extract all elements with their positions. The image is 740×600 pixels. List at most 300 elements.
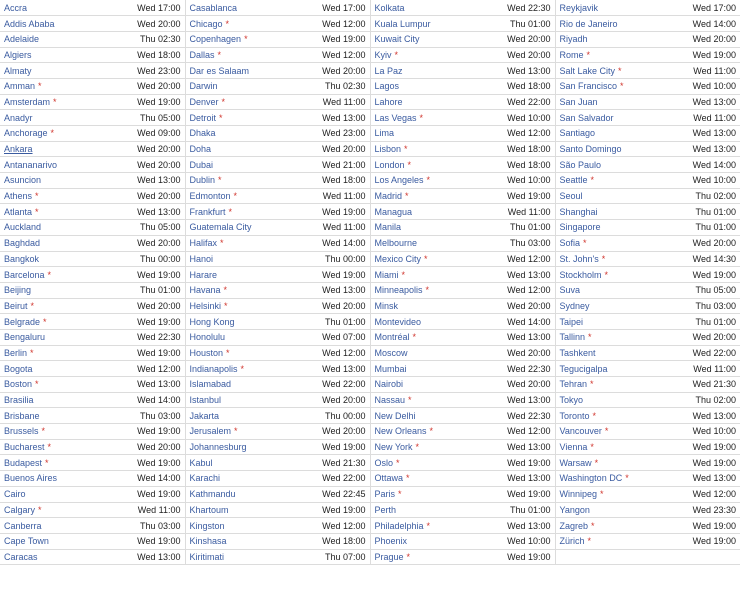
- city-link-ottawa[interactable]: Ottawa: [374, 473, 404, 484]
- time-value: Wed 14:00: [507, 316, 551, 327]
- time-value: Wed 20:00: [322, 144, 366, 155]
- local-time: [671, 235, 740, 251]
- city-link-las-vegas[interactable]: Las Vegas: [374, 112, 417, 123]
- city-link-calgary[interactable]: Calgary: [4, 504, 36, 515]
- time-value: Wed 10:00: [507, 175, 551, 186]
- dst-marker: *: [53, 96, 57, 107]
- city-cell: [555, 188, 671, 204]
- dst-marker: *: [604, 269, 609, 280]
- local-time: [486, 157, 555, 173]
- local-time: [486, 0, 555, 16]
- time-value: Wed 18:00: [137, 49, 181, 60]
- city-link-kiritimati[interactable]: Kiritimati: [189, 551, 225, 562]
- table-row: [0, 141, 740, 157]
- city-link-mumbai[interactable]: Mumbai: [374, 363, 407, 374]
- time-value: Wed 21:30: [692, 379, 736, 390]
- city-cell: [555, 63, 671, 79]
- local-time: [486, 408, 555, 424]
- dst-marker: *: [228, 206, 233, 217]
- city-link-moscow[interactable]: Moscow: [374, 347, 408, 358]
- time-value: Wed 19:00: [692, 520, 736, 531]
- city-link-suva[interactable]: Suva: [559, 285, 581, 296]
- local-time: [486, 314, 555, 330]
- local-time: [301, 439, 370, 455]
- city-link-madrid[interactable]: Madrid: [374, 191, 403, 202]
- local-time: [116, 471, 185, 487]
- city-link-harare[interactable]: Harare: [189, 269, 218, 280]
- city-link-beirut[interactable]: Beirut: [4, 300, 28, 311]
- dst-marker: *: [424, 253, 428, 264]
- city-link-tokyo[interactable]: Tokyo: [559, 395, 584, 406]
- city-link-darwin[interactable]: Darwin: [189, 81, 218, 92]
- city-link-hanoi[interactable]: Hanoi: [189, 253, 214, 264]
- city-cell: [0, 361, 116, 377]
- city-link-yangon[interactable]: Yangon: [559, 504, 590, 515]
- table-row: [0, 16, 740, 32]
- local-time: [486, 424, 555, 440]
- local-time: [301, 16, 370, 32]
- city-link-miami[interactable]: Miami: [374, 269, 399, 280]
- city-link-bogota[interactable]: Bogota: [4, 363, 33, 374]
- city-cell: [0, 235, 116, 251]
- city-link-asuncion[interactable]: Asuncion: [4, 175, 42, 186]
- city-link-mexico-city[interactable]: Mexico City: [374, 253, 422, 264]
- time-value: Wed 23:30: [692, 504, 736, 515]
- time-value: Wed 13:00: [137, 175, 181, 186]
- time-value: Wed 13:00: [137, 206, 181, 217]
- city-link-rome[interactable]: Rome: [559, 49, 584, 60]
- city-cell: [370, 78, 486, 94]
- city-link-lahore[interactable]: Lahore: [374, 96, 403, 107]
- city-cell: [185, 173, 301, 189]
- city-link-lagos[interactable]: Lagos: [374, 81, 400, 92]
- city-cell: [370, 251, 486, 267]
- city-cell: [0, 377, 116, 393]
- city-link-oslo[interactable]: Oslo: [374, 457, 394, 468]
- city-link-philadelphia[interactable]: Philadelphia: [374, 520, 424, 531]
- city-link-chicago[interactable]: Chicago: [189, 18, 223, 29]
- city-link-auckland[interactable]: Auckland: [4, 222, 42, 233]
- time-value: Wed 12:00: [322, 347, 366, 358]
- city-link-riyadh[interactable]: Riyadh: [559, 34, 588, 45]
- city-link-indianapolis[interactable]: Indianapolis: [189, 363, 238, 374]
- city-link-minsk[interactable]: Minsk: [374, 300, 399, 311]
- local-time: [486, 188, 555, 204]
- city-link-nairobi[interactable]: Nairobi: [374, 379, 404, 390]
- city-cell: [0, 78, 116, 94]
- city-link-canberra[interactable]: Canberra: [4, 520, 42, 531]
- city-cell: [185, 188, 301, 204]
- city-link-zurich[interactable]: Zürich: [559, 536, 585, 547]
- city-cell: [0, 188, 116, 204]
- city-link-karachi[interactable]: Karachi: [189, 473, 221, 484]
- city-link-anchorage[interactable]: Anchorage: [4, 128, 48, 139]
- time-value: Wed 19:00: [507, 489, 551, 500]
- city-link-jakarta[interactable]: Jakarta: [189, 410, 220, 421]
- city-cell: [555, 47, 671, 63]
- city-link-kathmandu[interactable]: Kathmandu: [189, 489, 236, 500]
- local-time: [486, 518, 555, 534]
- time-value: Wed 12:00: [507, 426, 551, 437]
- city-link-sydney[interactable]: Sydney: [559, 300, 590, 311]
- city-link-jerusalem[interactable]: Jerusalem: [189, 426, 232, 437]
- city-link-bengaluru[interactable]: Bengaluru: [4, 332, 46, 343]
- city-cell: [185, 16, 301, 32]
- local-time: [671, 329, 740, 345]
- city-link-ankara[interactable]: Ankara: [4, 144, 33, 155]
- city-cell: [555, 78, 671, 94]
- city-cell: [0, 110, 116, 126]
- city-cell: [370, 486, 486, 502]
- time-value: Thu 01:00: [139, 285, 181, 296]
- dst-marker: *: [41, 426, 46, 437]
- time-value: Thu 01:00: [695, 222, 736, 233]
- local-time: [116, 94, 185, 110]
- dst-marker: *: [38, 81, 42, 92]
- city-cell: [370, 0, 486, 16]
- city-link-athens[interactable]: Athens: [4, 191, 33, 202]
- city-link-seoul[interactable]: Seoul: [559, 191, 583, 202]
- city-cell: [185, 392, 301, 408]
- city-link-boston[interactable]: Boston: [4, 379, 33, 390]
- city-link-nassau[interactable]: Nassau: [374, 395, 406, 406]
- city-link-kinshasa[interactable]: Kinshasa: [189, 536, 227, 547]
- city-link-houston[interactable]: Houston: [189, 347, 224, 358]
- time-value: Wed 14:00: [137, 395, 181, 406]
- time-value: Wed 11:00: [693, 65, 736, 76]
- city-link-dublin[interactable]: Dublin: [189, 175, 216, 186]
- city-cell: [555, 141, 671, 157]
- city-cell: [185, 267, 301, 283]
- city-link-vienna[interactable]: Vienna: [559, 442, 588, 453]
- local-time: [486, 502, 555, 518]
- time-value: Wed 20:00: [692, 34, 736, 45]
- city-link-addis-ababa[interactable]: Addis Ababa: [4, 18, 55, 29]
- city-link-salt-lake-city[interactable]: Salt Lake City: [559, 65, 616, 76]
- city-link-dallas[interactable]: Dallas: [189, 49, 215, 60]
- city-link-rio-de-janeiro[interactable]: Rio de Janeiro: [559, 18, 618, 29]
- local-time: [671, 298, 740, 314]
- city-link-la-paz[interactable]: La Paz: [374, 65, 403, 76]
- city-link-montevideo[interactable]: Montevideo: [374, 316, 422, 327]
- city-link-santiago[interactable]: Santiago: [559, 128, 596, 139]
- city-link-zagreb[interactable]: Zagreb: [559, 520, 589, 531]
- city-cell: [185, 471, 301, 487]
- city-cell: [0, 298, 116, 314]
- city-link-amman[interactable]: Amman: [4, 81, 36, 92]
- time-value: Thu 02:30: [139, 34, 181, 45]
- local-time: [116, 314, 185, 330]
- time-value: Wed 10:00: [692, 175, 736, 186]
- city-link-kyiv[interactable]: Kyiv: [374, 49, 392, 60]
- city-cell: [370, 157, 486, 173]
- city-link-havana[interactable]: Havana: [189, 285, 221, 296]
- table-row: [0, 220, 740, 236]
- local-time: [671, 502, 740, 518]
- dst-marker: *: [233, 191, 238, 202]
- city-cell: [555, 0, 671, 16]
- local-time: [671, 282, 740, 298]
- table-row: [0, 424, 740, 440]
- city-link-kuwait-city[interactable]: Kuwait City: [374, 34, 420, 45]
- local-time: [301, 518, 370, 534]
- table-row: [0, 439, 740, 455]
- city-cell: [370, 47, 486, 63]
- city-link-frankfurt[interactable]: Frankfurt: [189, 206, 226, 217]
- city-link-warsaw[interactable]: Warsaw: [559, 457, 592, 468]
- city-link-anadyr[interactable]: Anadyr: [4, 112, 33, 123]
- city-cell: [370, 188, 486, 204]
- local-time: [671, 392, 740, 408]
- city-link-johannesburg[interactable]: Johannesburg: [189, 442, 247, 453]
- city-link-berlin[interactable]: Berlin: [4, 347, 28, 358]
- city-cell: [555, 314, 671, 330]
- time-value: Wed 13:00: [507, 395, 551, 406]
- local-time: [116, 298, 185, 314]
- city-link-edmonton[interactable]: Edmonton: [189, 191, 231, 202]
- city-cell: [0, 16, 116, 32]
- local-time: [486, 63, 555, 79]
- local-time: [671, 486, 740, 502]
- city-link-atlanta[interactable]: Atlanta: [4, 206, 33, 217]
- city-link-tallinn[interactable]: Tallinn: [559, 332, 586, 343]
- city-link-brisbane[interactable]: Brisbane: [4, 410, 40, 421]
- city-link-dubai[interactable]: Dubai: [189, 159, 214, 170]
- city-link-perth[interactable]: Perth: [374, 504, 397, 515]
- city-link-prague[interactable]: Prague: [374, 551, 404, 562]
- time-value: Wed 14:00: [692, 159, 736, 170]
- local-time: [671, 345, 740, 361]
- city-cell: [185, 47, 301, 63]
- table-row: [0, 78, 740, 94]
- city-link-tehran[interactable]: Tehran: [559, 379, 588, 390]
- local-time: [671, 424, 740, 440]
- city-link-seattle[interactable]: Seattle: [559, 175, 588, 186]
- city-link-washington-dc[interactable]: Washington DC: [559, 473, 623, 484]
- city-cell: [185, 533, 301, 549]
- city-link-istanbul[interactable]: Istanbul: [189, 395, 222, 406]
- time-value: Thu 03:00: [139, 520, 181, 531]
- city-link-stockholm[interactable]: Stockholm: [559, 269, 602, 280]
- city-link-san-salvador[interactable]: San Salvador: [559, 112, 614, 123]
- city-link-santo-domingo[interactable]: Santo Domingo: [559, 144, 622, 155]
- city-link-taipei[interactable]: Taipei: [559, 316, 584, 327]
- city-link-doha[interactable]: Doha: [189, 144, 212, 155]
- city-link-barcelona[interactable]: Barcelona: [4, 269, 45, 280]
- city-link-singapore[interactable]: Singapore: [559, 222, 601, 233]
- city-link-belgrade[interactable]: Belgrade: [4, 316, 41, 327]
- city-link-phoenix[interactable]: Phoenix: [374, 536, 408, 547]
- city-link-brussels[interactable]: Brussels: [4, 426, 39, 437]
- city-link-budapest[interactable]: Budapest: [4, 457, 43, 468]
- local-time: [671, 94, 740, 110]
- city-link-sofia[interactable]: Sofia: [559, 238, 581, 249]
- city-link-tegucigalpa[interactable]: Tegucigalpa: [559, 363, 608, 374]
- time-value: Thu 00:00: [324, 253, 366, 264]
- table-row: [0, 471, 740, 487]
- table-row: [0, 126, 740, 142]
- table-row: [0, 47, 740, 63]
- city-link-almaty[interactable]: Almaty: [4, 65, 32, 76]
- city-link-san-juan[interactable]: San Juan: [559, 96, 598, 107]
- local-time: [301, 267, 370, 283]
- city-cell: [0, 455, 116, 471]
- time-value: Wed 19:00: [692, 269, 736, 280]
- local-time: [671, 220, 740, 236]
- city-link-cairo[interactable]: Cairo: [4, 489, 26, 500]
- city-link-shanghai[interactable]: Shanghai: [559, 206, 598, 217]
- city-link-denver[interactable]: Denver: [189, 96, 219, 107]
- city-link-kabul[interactable]: Kabul: [189, 457, 213, 468]
- city-link-brasilia[interactable]: Brasilia: [4, 395, 34, 406]
- time-value: Thu 05:00: [695, 285, 736, 296]
- city-link-reykjavik[interactable]: Reykjavik: [559, 2, 599, 13]
- city-link-montreal[interactable]: Montréal: [374, 332, 410, 343]
- local-time: [301, 94, 370, 110]
- time-value: Thu 01:00: [509, 222, 551, 233]
- city-cell: [555, 126, 671, 142]
- city-link-manila[interactable]: Manila: [374, 222, 402, 233]
- city-link-kingston[interactable]: Kingston: [189, 520, 225, 531]
- time-value: Wed 21:00: [322, 159, 366, 170]
- city-cell: [370, 518, 486, 534]
- city-cell: [555, 471, 671, 487]
- time-value: Wed 13:00: [507, 473, 551, 484]
- time-value: Wed 19:00: [322, 34, 366, 45]
- city-cell: [0, 126, 116, 142]
- table-row: [0, 157, 740, 173]
- dst-marker: *: [217, 49, 222, 60]
- dst-marker: *: [419, 112, 424, 123]
- time-value: Wed 20:00: [137, 18, 181, 29]
- local-time: [671, 47, 740, 63]
- local-time: [116, 235, 185, 251]
- city-link-new-delhi[interactable]: New Delhi: [374, 410, 416, 421]
- time-value: Wed 12:00: [507, 128, 551, 139]
- city-link-honolulu[interactable]: Honolulu: [189, 332, 226, 343]
- city-link-san-francisco[interactable]: San Francisco: [559, 81, 618, 92]
- city-link-new-york[interactable]: New York: [374, 442, 413, 453]
- city-link-accra[interactable]: Accra: [4, 2, 28, 13]
- time-value: Wed 13:00: [507, 332, 551, 343]
- city-link-los-angeles[interactable]: Los Angeles: [374, 175, 424, 186]
- city-link-managua[interactable]: Managua: [374, 206, 413, 217]
- city-link-vancouver[interactable]: Vancouver: [559, 426, 602, 437]
- local-time: [671, 157, 740, 173]
- city-link-caracas[interactable]: Caracas: [4, 551, 38, 562]
- city-link-london[interactable]: London: [374, 159, 405, 170]
- time-value: Thu 01:00: [324, 316, 366, 327]
- dst-marker: *: [620, 81, 624, 92]
- local-time: [116, 549, 185, 565]
- city-link-winnipeg[interactable]: Winnipeg: [559, 489, 598, 500]
- city-link-st-john-s[interactable]: St. John's: [559, 253, 599, 264]
- time-value: Wed 13:00: [692, 473, 736, 484]
- city-link-dhaka[interactable]: Dhaka: [189, 128, 216, 139]
- local-time: [116, 220, 185, 236]
- city-link-islamabad[interactable]: Islamabad: [189, 379, 232, 390]
- city-link-baghdad[interactable]: Baghdad: [4, 238, 41, 249]
- time-value: Thu 01:00: [509, 18, 551, 29]
- city-cell: [0, 502, 116, 518]
- city-link-detroit[interactable]: Detroit: [189, 112, 217, 123]
- local-time: [116, 439, 185, 455]
- city-link-buenos-aires[interactable]: Buenos Aires: [4, 473, 58, 484]
- local-time: [671, 314, 740, 330]
- city-link-khartoum[interactable]: Khartoum: [189, 504, 229, 515]
- city-link-bucharest[interactable]: Bucharest: [4, 442, 45, 453]
- local-time: [116, 141, 185, 157]
- time-value: Wed 22:45: [322, 489, 366, 500]
- local-time: [301, 298, 370, 314]
- table-row: [0, 251, 740, 267]
- city-link-lima[interactable]: Lima: [374, 128, 395, 139]
- city-link-toronto[interactable]: Toronto: [559, 410, 590, 421]
- city-link-dar-es-salaam[interactable]: Dar es Salaam: [189, 65, 250, 76]
- dst-marker: *: [592, 410, 597, 421]
- time-value: Wed 13:00: [322, 363, 366, 374]
- city-cell: [0, 63, 116, 79]
- time-value: Wed 19:00: [137, 536, 181, 547]
- time-value: Wed 20:00: [507, 49, 551, 60]
- city-cell: [370, 439, 486, 455]
- city-cell: [370, 94, 486, 110]
- city-link-melbourne[interactable]: Melbourne: [374, 238, 418, 249]
- city-link-antananarivo[interactable]: Antananarivo: [4, 159, 58, 170]
- time-value: Wed 22:30: [137, 332, 181, 343]
- city-link-tashkent[interactable]: Tashkent: [559, 347, 596, 358]
- local-time: [116, 455, 185, 471]
- city-link-kuala-lumpur[interactable]: Kuala Lumpur: [374, 18, 431, 29]
- city-link-amsterdam[interactable]: Amsterdam: [4, 96, 51, 107]
- city-link-casablanca[interactable]: Casablanca: [189, 2, 238, 13]
- city-link-sao-paulo[interactable]: São Paulo: [559, 159, 602, 170]
- local-time: [116, 377, 185, 393]
- local-time: [116, 47, 185, 63]
- city-link-minneapolis[interactable]: Minneapolis: [374, 285, 423, 296]
- city-link-adelaide[interactable]: Adelaide: [4, 34, 40, 45]
- city-cell: [555, 424, 671, 440]
- dst-marker: *: [407, 159, 412, 170]
- city-link-hong-kong[interactable]: Hong Kong: [189, 316, 235, 327]
- city-link-paris[interactable]: Paris: [374, 489, 396, 500]
- city-cell: [370, 220, 486, 236]
- city-cell: [370, 141, 486, 157]
- time-value: Wed 11:00: [322, 191, 366, 202]
- dst-marker: *: [408, 395, 412, 406]
- city-link-algiers[interactable]: Algiers: [4, 49, 32, 60]
- city-link-bangkok[interactable]: Bangkok: [4, 253, 40, 264]
- local-time: [671, 518, 740, 534]
- city-link-copenhagen[interactable]: Copenhagen: [189, 34, 242, 45]
- city-cell: [555, 204, 671, 220]
- city-link-halifax[interactable]: Halifax: [189, 238, 218, 249]
- city-link-guatemala-city[interactable]: Guatemala City: [189, 222, 252, 233]
- table-row: [0, 0, 740, 16]
- time-value: Wed 19:00: [322, 442, 366, 453]
- city-link-beijing[interactable]: Beijing: [4, 285, 32, 296]
- city-link-cape-town[interactable]: Cape Town: [4, 536, 49, 547]
- city-cell: [555, 282, 671, 298]
- city-link-kolkata[interactable]: Kolkata: [374, 2, 405, 13]
- city-link-lisbon[interactable]: Lisbon: [374, 144, 402, 155]
- time-value: Wed 10:00: [692, 81, 736, 92]
- local-time: [301, 78, 370, 94]
- city-link-new-orleans[interactable]: New Orleans: [374, 426, 427, 437]
- time-value: Wed 20:00: [137, 144, 181, 155]
- local-time: [301, 220, 370, 236]
- city-link-helsinki[interactable]: Helsinki: [189, 300, 222, 311]
